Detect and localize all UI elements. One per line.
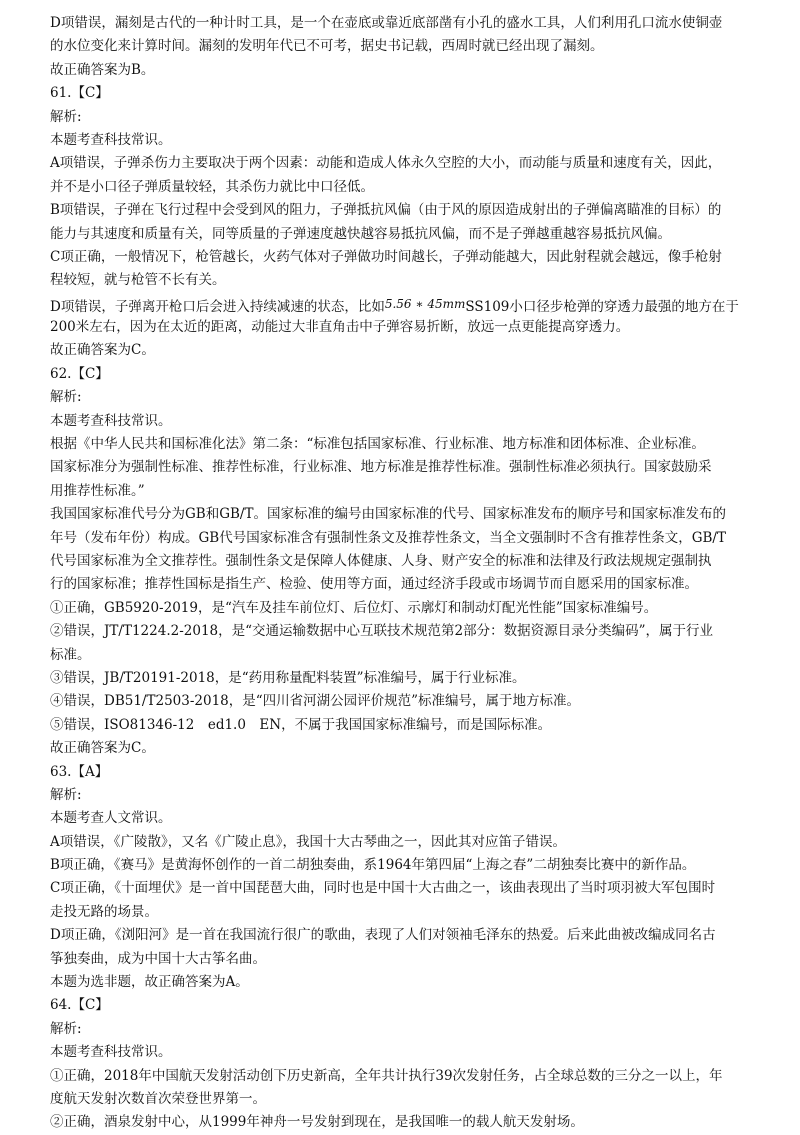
text-line: 用推荐性标准。” bbox=[50, 482, 145, 499]
text-segment: D项错误，子弹离开枪口后会进入持续减速的状态，比如 bbox=[50, 298, 385, 315]
text-segment: SS109小口径步枪弹的穿透力最强的地方在于 bbox=[465, 298, 739, 315]
document-page bbox=[50, 12, 770, 1135]
analysis-heading: 解析: bbox=[50, 1020, 82, 1037]
text-line: 根据《中华人民共和国标准化法》第二条：“标准包括国家标准、行业标准、地方标准和团体标准、企业标准。 bbox=[50, 436, 705, 453]
text-line: 程较短，就与枪管不长有关。 bbox=[50, 272, 226, 289]
text-line: 度航天发射次数首次荣登世界第一。 bbox=[50, 1090, 266, 1107]
text-line: 走投无路的场景。 bbox=[50, 903, 158, 920]
text-line: B项正确，《赛马》是黄海怀创作的一首二胡独奏曲，系1964年第四届“上海之春”二胡独奏比赛中的新作品。 bbox=[50, 857, 696, 874]
question-number: 61.【C】 bbox=[50, 85, 109, 102]
text-line: ③错误，JB/T20191-2018，是“药用称量配料装置”标准编号，属于行业标准。 bbox=[50, 669, 526, 686]
question-number: 62.【C】 bbox=[50, 365, 109, 382]
text-line: 能力与其速度和质量有关，同等质量的子弹速度越快越容易抵抗风偏，而不是子弹越重越容易抵抗风偏。 bbox=[50, 225, 671, 242]
text-line: 的水位变化来计算时间。漏刻的发明年代已不可考，据史书记载，西周时就已经出现了漏刻。 bbox=[50, 38, 604, 55]
answer-line: 故正确答案为B。 bbox=[50, 61, 155, 78]
text-line: A项错误，子弹杀伤力主要取决于两个因素：动能和造成人体永久空腔的大小，而动能与质量和速度有关，因此， bbox=[50, 155, 722, 172]
analysis-heading: 解析: bbox=[50, 389, 82, 406]
topic-line: 本题考查人文常识。 bbox=[50, 810, 172, 827]
question-number: 63.【A】 bbox=[50, 763, 109, 780]
text-line: C项正确，《十面埋伏》是一首中国琵琶大曲，同时也是中国十大古曲之一，该曲表现出了当时项羽被大军包围时 bbox=[50, 880, 716, 897]
topic-line: 本题考查科技常识。 bbox=[50, 1044, 172, 1061]
text-line: ④错误，DB51/T2503-2018，是“四川省河湖公园评价规范”标准编号，属于地方标准。 bbox=[50, 693, 581, 710]
topic-line: 本题考查科技常识。 bbox=[50, 412, 172, 429]
question-number: 64.【C】 bbox=[50, 997, 109, 1014]
text-line: ②错误，JT/T1224.2-2018，是“交通运输数据中心互联技术规范第2部分：数据资源目录分类编码”，属于行业 bbox=[50, 623, 714, 640]
text-line: ①正确，GB5920-2019，是“汽车及挂车前位灯、后位灯、示廓灯和制动灯配光性能”国家标准编号。 bbox=[50, 599, 658, 616]
text-line: B项错误，子弹在飞行过程中会受到风的阻力，子弹抵抗风偏（由于风的原因造成射出的子弹偏离瞄准的目标）的 bbox=[50, 202, 722, 219]
text-line: 行的国家标准；推荐性国标是指生产、检验、使用等方面，通过经济手段或市场调节而自愿采用的国家标准。 bbox=[50, 576, 698, 593]
text-line: ①正确，2018年中国航天发射活动创下历史新高，全年共计执行39次发射任务，占全球总数的三分之一以上，年 bbox=[50, 1067, 723, 1084]
text-line: 200米左右，因为在太近的距离，动能过大非直角击中子弹容易折断，放远一点更能提高穿透力。 bbox=[50, 319, 630, 336]
text-line: ⑤错误，ISO81346-12 ed1.0 EN，不属于我国国家标准编号，而是国际标准。 bbox=[50, 716, 552, 733]
text-line: 国家标准分为强制性标准、推荐性标准，行业标准、地方标准是推荐性标准。强制性标准必须执行。国家鼓励采 bbox=[50, 459, 712, 476]
text-line: 我国国家标准代号分为GB和GB/T。国家标准的编号由国家标准的代号、国家标准发布的顺序号和国家标准发布的 bbox=[50, 506, 726, 523]
analysis-heading: 解析: bbox=[50, 786, 82, 803]
text-line: A项错误，《广陵散》，又名《广陵止息》，我国十大古琴曲之一，因此其对应笛子错误。 bbox=[50, 833, 566, 850]
text-line: ②正确，酒泉发射中心，从1999年神舟一号发射到现在，是我国唯一的载人航天发射场。 bbox=[50, 1114, 584, 1131]
topic-line: 本题考查科技常识。 bbox=[50, 131, 172, 148]
text-line: 标准。 bbox=[50, 646, 91, 663]
text-line: 筝独奏曲，成为中国十大古筝名曲。 bbox=[50, 950, 266, 967]
answer-line: 本题为选非题，故正确答案为A。 bbox=[50, 974, 249, 991]
text-line: 并不是小口径子弹质量较轻，其杀伤力就比中口径低。 bbox=[50, 178, 374, 195]
formula: 5.56 ∗ 45mm bbox=[384, 296, 466, 311]
text-line: C项正确，一般情况下，枪管越长，火药气体对子弹做功时间越长，子弹动能越大，因此射程就会越远，像手枪射 bbox=[50, 248, 722, 265]
text-line: D项正确，《浏阳河》是一首在我国流行很广的歌曲，表现了人们对领袖毛泽东的热爱。后来此曲被改编成同名古 bbox=[50, 927, 716, 944]
analysis-heading: 解析: bbox=[50, 108, 82, 125]
answer-line: 故正确答案为C。 bbox=[50, 342, 155, 359]
answer-line: 故正确答案为C。 bbox=[50, 740, 155, 757]
text-line: 代号国家标准为全文推荐性。强制性条文是保障人体健康、人身、财产安全的标准和法律及行政法规规定强制执 bbox=[50, 552, 712, 569]
text-line: D项错误，漏刻是古代的一种计时工具，是一个在壶底或靠近底部凿有小孔的盛水工具，人们利用孔口流水使铜壶 bbox=[50, 15, 723, 31]
text-line-with-formula bbox=[50, 293, 770, 316]
text-line: 年号（发布年份）构成。GB代号国家标准含有强制性条文及推荐性条文，当全文强制时不含有推荐性条文，GB/T bbox=[50, 529, 726, 546]
